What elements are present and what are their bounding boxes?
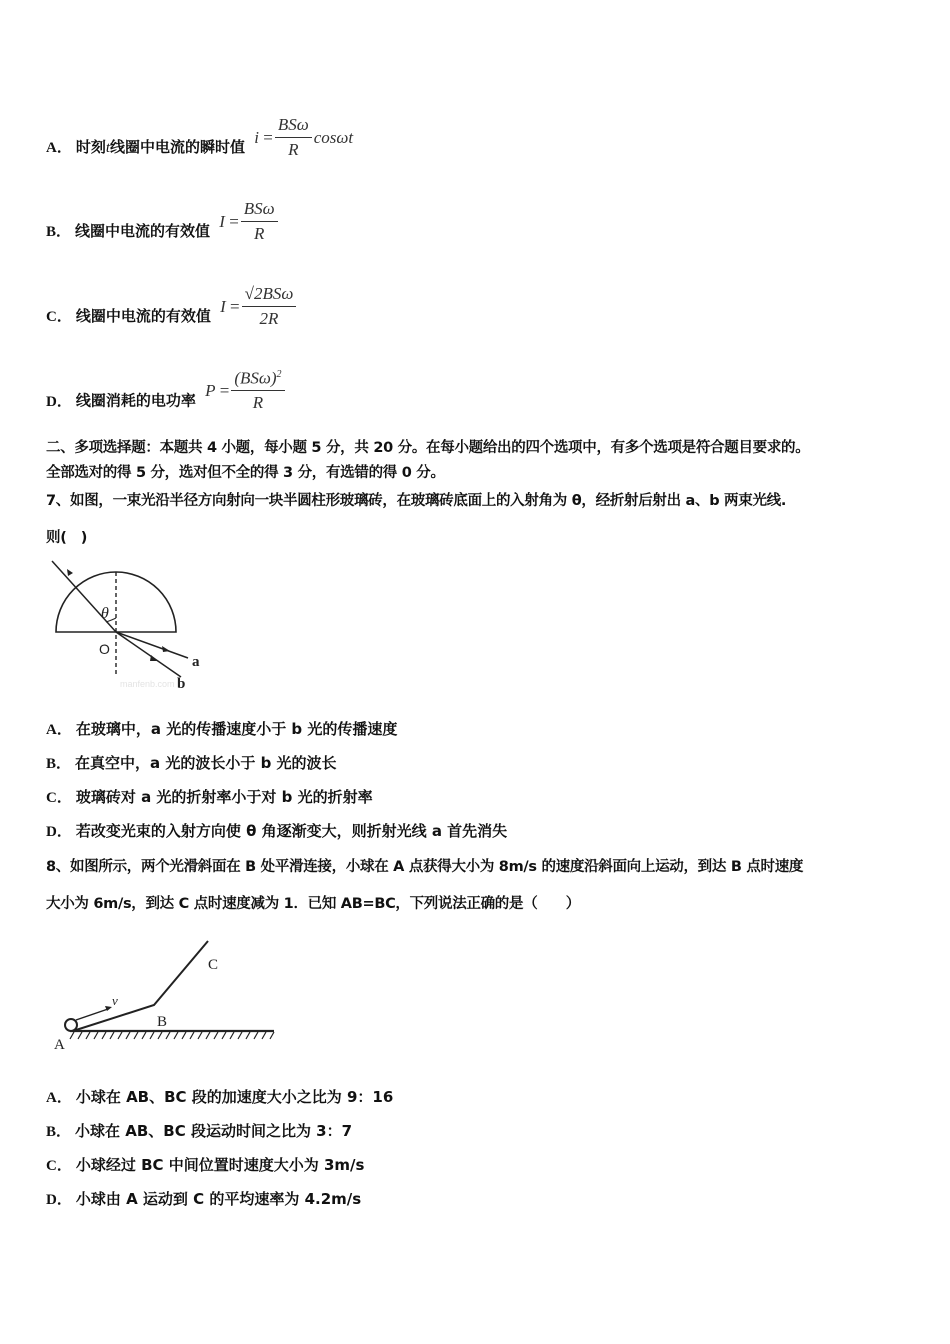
option-text: 小球经过 BC 中间位置时速度大小为 3m/s: [75, 1156, 365, 1174]
numerator: [231, 369, 284, 391]
q8-stem: 8、如图所示，两个光滑斜面在 B 处平滑连接，小球在 A 点获得大小为 8m/s 的速度沿斜面向上运动，到达 B 点时速度: [46, 859, 804, 875]
fraction: [275, 116, 312, 159]
option-text: 小球由 A 运动到 C 的平均速率为 4.2m/s: [75, 1190, 362, 1208]
fraction: [231, 369, 284, 413]
watermark: manfenb.com: [120, 679, 175, 689]
section-instructions-line1: 二、多项选择题：本题共 4 小题，每小题 5 分，共 20 分。在每小题给出的四个选项中，有多个选项是符合题目要求的。: [46, 440, 810, 456]
denominator: R: [254, 223, 265, 243]
option-text: 若改变光束的入射方向使 θ 角逐渐变大，则折射光线 a 首先消失: [75, 822, 508, 840]
formula-lhs: i: [254, 127, 260, 147]
q6-option-c: [46, 284, 298, 338]
denominator: 2R: [259, 308, 279, 328]
theta-label: θ: [101, 605, 109, 622]
q7-option-b: [46, 752, 337, 773]
origin-label: O: [99, 641, 110, 657]
option-label: A．: [46, 1090, 72, 1106]
formula-lhs: I: [220, 296, 226, 316]
option-label: A．: [46, 140, 72, 157]
q7-stem: 7、如图，一束光沿半径方向射向一块半圆柱形玻璃砖，在玻璃砖底面上的入射角为 θ，经折射后射出 a、b 两束光线.: [46, 493, 787, 509]
option-text: 线圈中电流的有效值: [75, 222, 211, 241]
denominator: R: [288, 139, 299, 159]
numerator: BSω: [241, 200, 278, 222]
numerator: BSω: [275, 116, 312, 138]
q7-figure: [46, 556, 216, 691]
option-text: 在真空中，a 光的波长小于 b 光的波长: [75, 754, 337, 772]
fraction: [242, 285, 297, 328]
option-label: A．: [46, 722, 72, 738]
option-label: C．: [46, 309, 72, 326]
formula-lhs: I: [219, 211, 225, 231]
section-header: [46, 436, 916, 486]
section-instructions-line2: 全部选对的得 5 分，选对但不全的得 3 分，有选错的得 0 分。: [46, 465, 445, 481]
formula-tail: cosωt: [313, 127, 354, 147]
q7-stem-cont: 则( ): [46, 530, 88, 546]
q8-option-a: [46, 1086, 393, 1107]
q8-option-b: [46, 1120, 352, 1141]
formula-lhs: P: [205, 381, 216, 401]
velocity-label: v: [112, 993, 118, 1008]
fraction: [241, 200, 278, 243]
option-text: 线圈消耗的电功率: [75, 391, 196, 410]
q7-option-a: [46, 718, 397, 739]
q8-stem-cont: 大小为 6m/s，到达 C 点时速度减为 1．已知 AB=BC，下列说法正确的是（ ）: [46, 896, 581, 912]
numerator: √2BSω: [242, 285, 297, 307]
ray-a-label: a: [192, 654, 200, 670]
formula: I = $\frac{\text{BSω}}{R}$: [219, 200, 279, 243]
formula: P = $\frac{(BS\omega)^2}{R}$: [205, 369, 286, 413]
option-label: D．: [46, 1192, 72, 1208]
numerator-base: (BSω): [234, 368, 277, 388]
formula: I = $\frac{\text{√2BSω}}{2R}$: [220, 285, 298, 328]
option-label: B．: [46, 224, 72, 241]
option-label: B．: [46, 756, 72, 772]
point-b-label: B: [157, 1014, 168, 1030]
option-label: B．: [46, 1124, 72, 1140]
q7-option-d: [46, 820, 507, 841]
q6-option-a: [46, 115, 354, 169]
option-text: 线圈中电流的瞬时值: [110, 138, 246, 157]
option-label: C．: [46, 1158, 72, 1174]
ray-b-label: b: [177, 676, 186, 691]
formula: i = $\frac{\text{BSω}}{R}$ cosωt: [254, 115, 354, 159]
q6-option-b: [46, 199, 280, 253]
option-label: D．: [46, 824, 72, 840]
exponent: 2: [276, 369, 282, 380]
option-text: 时刻: [75, 138, 106, 157]
option-label: D．: [46, 393, 72, 410]
q8-option-d: [46, 1188, 361, 1209]
option-text: 线圈中电流的有效值: [75, 307, 211, 326]
option-text: 小球在 AB、BC 段的加速度大小之比为 9：16: [75, 1088, 394, 1106]
option-text: 小球在 AB、BC 段运动时间之比为 3：7: [75, 1122, 353, 1140]
option-text: 玻璃砖对 a 光的折射率小于对 b 光的折射率: [75, 788, 373, 806]
option-label: C．: [46, 790, 72, 806]
point-c-label: C: [208, 957, 219, 973]
q8-figure: [46, 935, 286, 1055]
option-text: 在玻璃中，a 光的传播速度小于 b 光的传播速度: [75, 720, 398, 738]
denominator: R: [252, 393, 264, 413]
q7-option-c: [46, 786, 373, 807]
point-a-label: A: [54, 1037, 65, 1053]
q8-option-c: [46, 1154, 364, 1175]
variable-t: t: [105, 140, 111, 157]
